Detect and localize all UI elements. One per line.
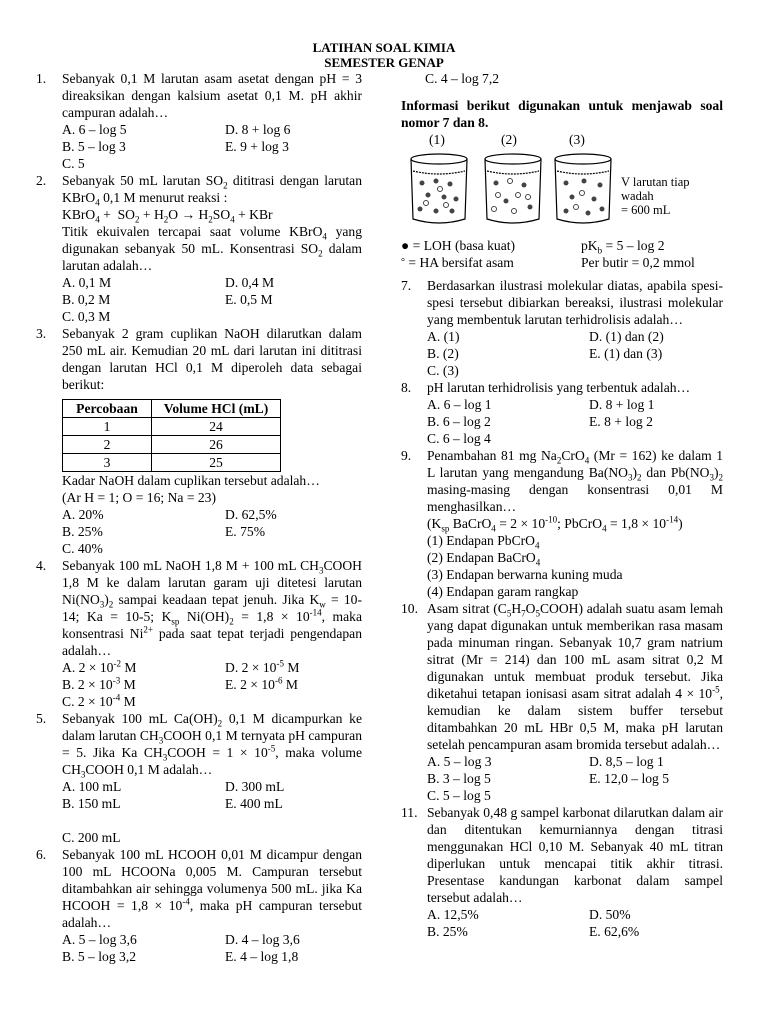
- option-a: A. 5 – log 3: [427, 754, 492, 769]
- option-a: A. 20%: [62, 507, 104, 522]
- option-d: D. 8 + log 1: [589, 397, 655, 412]
- table-cell: 24: [152, 418, 281, 436]
- table-cell: 3: [63, 454, 152, 472]
- question-11: [401, 804, 723, 940]
- option-a: A. 12,5%: [427, 907, 479, 922]
- option-d: D. 8 + log 6: [225, 122, 291, 137]
- option-b: B. 6 – log 2: [427, 414, 491, 429]
- statement-list: [427, 532, 723, 600]
- option-d: D. 4 – log 3,6: [225, 932, 300, 947]
- question-text: Sebanyak 100 mL HCOOH 0,01 M dicampur dengan 100 mL HCOONa 0,005 M. Campuran tersebut ditambahkan air sehingga volumenya 500 mL. jika Ka HCOOH = $1,8 \times 10^{-4}$, maka pH campuran tersebut adalah…: [62, 847, 362, 930]
- option-c: C. $2 \times 10^{-4}$ M: [62, 692, 136, 709]
- table-header: Volume HCl (mL): [152, 400, 281, 418]
- option-d: D. 0,4 M: [225, 275, 275, 290]
- option-c: C. (3): [427, 363, 459, 378]
- option-a: A. 0,1 M: [62, 275, 112, 290]
- ksp-note: ($K_{sp}$ BaCrO$_4$ = $2 \times 10^{-10}$; PbCrO$_4$ = $1,8 \times 10^{-14}$): [427, 514, 683, 534]
- option-d: D. 50%: [589, 907, 631, 922]
- option-a: A. (1): [427, 329, 460, 344]
- option-d: D. (1) dan (2): [589, 329, 664, 344]
- list-item: (4) Endapan garam rangkap: [427, 584, 579, 599]
- option-c: C. 200 mL: [62, 830, 121, 845]
- pkb-value: $pK_b = 5 - \log 2$: [581, 238, 665, 256]
- option-c: C. 4 – log 7,2: [425, 71, 500, 86]
- option-b: B. 0,2 M: [62, 292, 111, 307]
- page-title: LATIHAN SOAL KIMIA: [312, 40, 456, 55]
- question-4: [36, 557, 362, 710]
- option-c: C. 5 – log 5: [427, 788, 491, 803]
- question-text: Sebanyak 0,48 g sampel karbonat dilarutkan dalam air dan ditentukan kemurniannya dengan titrasi menggunakan HCl 0,10 M. Sebanyak 40 mL titran diperlukan untuk mencapai titik akhir titrasi. Presentase kandungan karbonat dalam sampel tersebut adalah…: [427, 805, 723, 905]
- legend-loh: ● = LOH (basa kuat): [401, 238, 516, 253]
- option-c: C. 5: [62, 156, 85, 171]
- filled-dot-icon: ●: [401, 238, 410, 253]
- reaction-equation: KBrO$_4$ + $SO_2 + H_2O \to H_2SO_4$ + KBr: [62, 207, 273, 225]
- question-text: Sebanyak 2 gram cuplikan NaOH dilarutkan dalam 250 mL air. Kemudian 20 mL dari larutan ini dititrasi dengan larutan HCl 0,1 M diperoleh data sebagai berikut:: [62, 326, 362, 392]
- question-number: 4.: [36, 558, 47, 573]
- answer-options: [427, 328, 723, 379]
- legend-ha: ° = HA bersifat asam: [401, 255, 514, 270]
- option-d: D. $2 \times 10^{-5}$ M: [225, 658, 300, 675]
- beaker-label-3: (3): [569, 132, 585, 147]
- question-text: pH larutan terhidrolisis yang terbentuk adalah…: [427, 380, 691, 395]
- legend: [401, 237, 723, 271]
- answer-options: [62, 274, 362, 325]
- list-item: (1) Endapan PbCrO$_4$: [427, 533, 540, 551]
- per-butir: Per butir = 0,2 mmol: [581, 255, 695, 270]
- question-number: 8.: [401, 380, 412, 395]
- question-3: [36, 325, 362, 557]
- question-number: 2.: [36, 173, 47, 188]
- table-cell: 1: [63, 418, 152, 436]
- option-e: E. 4 – log 1,8: [225, 949, 299, 964]
- option-e: E. 9 + log 3: [225, 139, 289, 154]
- table-cell: 2: [63, 436, 152, 454]
- question-number: 10.: [401, 601, 418, 616]
- question-number: 11.: [401, 805, 418, 820]
- beaker-3: [555, 154, 611, 223]
- atomic-mass-note: (Ar H = 1; O = 16; Na = 23): [62, 490, 217, 505]
- option-a: A. 6 – log 1: [427, 397, 492, 412]
- option-e: E. 0,5 M: [225, 292, 273, 307]
- option-a: A. 100 mL: [62, 779, 122, 794]
- answer-options: [62, 506, 362, 557]
- question-text: Asam sitrat $(C_5H_7O_5COOH)$ adalah suatu asam lemah yang dapat digunakan untuk memberikan rasa masam pada minuman ringan. Sebanyak 10,7 gram natrium sitrat (Mr = 214) dan 100 mL asam sitrat 0,2 M digunakan untuk membuat produk tersebut. Jika diketahui tetapan ionisasi asam sitrat adalah $4 \times 10^{-5}$, kemudian ke dalam sistem buffer tersebut ditambahkan 20 mL HBr 0,5 M, maka pH larutan setelah pencampuran asam bromida tersebut adalah…: [427, 601, 723, 752]
- beaker-1-particles: [418, 179, 459, 214]
- question-7: [401, 277, 723, 379]
- beaker-illustration: [401, 131, 723, 231]
- left-column: [36, 70, 362, 965]
- question-1: [36, 70, 362, 172]
- answer-options: [427, 396, 723, 447]
- answer-options: [427, 906, 723, 940]
- table-cell: 26: [152, 436, 281, 454]
- beakers-svg: [406, 151, 616, 231]
- option-d: D. 8,5 – log 1: [589, 754, 664, 769]
- list-item: (2) Endapan BaCrO$_4$: [427, 550, 541, 568]
- question-number: 6.: [36, 847, 47, 862]
- info-heading: Informasi berikut digunakan untuk menjawab soal nomor 7 dan 8.: [401, 98, 723, 130]
- option-b: B. 5 – log 3: [62, 139, 126, 154]
- answer-options: [62, 659, 362, 710]
- question-number: 9.: [401, 448, 412, 463]
- option-b: B. 25%: [427, 924, 468, 939]
- option-e: E. $2 \times 10^{-6}$ M: [225, 675, 298, 692]
- beaker-label-2: (2): [501, 132, 517, 147]
- volume-note: V larutan tiap wadah = 600 mL: [621, 175, 690, 217]
- question-text-cont: Titik ekuivalen tercapai saat volume KBrO$_4$ yang digunakan sebanyak 50 mL. Konsentrasi $SO_2$ dalam larutan adalah…: [62, 224, 363, 273]
- table-row: [63, 454, 281, 472]
- option-b: B. 3 – log 5: [427, 771, 491, 786]
- titration-table: [62, 399, 281, 472]
- question-text: Berdasarkan ilustrasi molekular diatas, apabila spesi-spesi tersebut dibiarkan bereaksi, ilustrasi molekular yang membentuk larutan terhidrolisis adalah…: [427, 278, 723, 327]
- question-6: [36, 846, 362, 965]
- question-8: [401, 379, 723, 447]
- option-e: E. 8 + log 2: [589, 414, 653, 429]
- table-row: [63, 436, 281, 454]
- option-e: E. (1) dan (3): [589, 346, 663, 361]
- question-text: Sebanyak 0,1 M larutan asam asetat dengan pH = 3 direaksikan dengan kalsium asetat 0,1 M. pH akhir campuran adalah…: [62, 71, 362, 120]
- option-c: C. 6 – log 4: [427, 431, 491, 446]
- question-2: [36, 172, 362, 325]
- question-10: [401, 600, 723, 804]
- option-d: D. 300 mL: [225, 779, 285, 794]
- answer-options: [62, 121, 362, 172]
- option-c: C. 40%: [62, 541, 103, 556]
- right-column: [401, 70, 723, 940]
- answer-options: [62, 778, 362, 812]
- option-a: A. $2 \times 10^{-2}$ M: [62, 658, 137, 675]
- question-text: Penambahan 81 mg $Na_2CrO_4$ (Mr = 162) ke dalam 1 L larutan yang mengandung $Ba(NO_3)_2$ dan $Pb(NO_3)_2$ masing-masing dengan konsentrasi 0,01 M menghasilkan…: [427, 448, 723, 514]
- beaker-3-particles: [564, 179, 605, 216]
- option-b: B. 5 – log 3,2: [62, 949, 137, 964]
- question-text: Sebanyak 50 mL larutan $SO_2$ dititrasi dengan larutan KBrO$_4$ 0,1 M menurut reaksi :: [62, 173, 362, 208]
- option-a: A. 6 – log 5: [62, 122, 127, 137]
- question-text: Sebanyak 100 mL NaOH 1,8 M + 100 mL $CH_3COOH$ 1,8 M ke dalam larutan garam uji ditetesi larutan $Ni(NO_3)_2$ sampai keadaan tepat jenuh. Jika $K_w = 10-14$; Ka = 10-5; $K_{sp}$ $Ni(OH)_2 = 1,8 \times 10^{-14}$, maka konsentrasi $Ni^{2+}$ pada saat tepat terjadi pengendapan adalah…: [62, 558, 362, 658]
- option-e: E. 400 mL: [225, 796, 283, 811]
- question-text: Sebanyak 100 mL $Ca(OH)_2$ 0,1 M dicampurkan ke dalam larutan $CH_3COOH$ 0,1 M ternyata pH campuran = 5. Jika Ka $CH_3COOH = 1 \times 10^{-5}$, maka volume $CH_3COOH$ 0,1 M adalah…: [62, 711, 362, 780]
- option-e: E. 75%: [225, 524, 266, 539]
- option-e: E. 12,0 – log 5: [589, 771, 670, 786]
- option-d: D. 62,5%: [225, 507, 277, 522]
- question-number: 1.: [36, 71, 47, 86]
- list-item: (3) Endapan berwarna kuning muda: [427, 567, 623, 582]
- option-b: B. 150 mL: [62, 796, 121, 811]
- question-number: 3.: [36, 326, 47, 341]
- option-e: E. 62,6%: [589, 924, 640, 939]
- question-number: 5.: [36, 711, 47, 726]
- option-b: B. 25%: [62, 524, 103, 539]
- question-5: [36, 710, 362, 846]
- answer-options: [427, 753, 723, 804]
- table-cell: 25: [152, 454, 281, 472]
- open-dot-icon: °: [401, 257, 405, 268]
- beaker-3-particles-open: [574, 191, 585, 210]
- page-subtitle: SEMESTER GENAP: [324, 55, 444, 70]
- table-header: Percobaan: [63, 400, 152, 418]
- option-b: B. $2 \times 10^{-3}$ M: [62, 675, 136, 692]
- option-c: C. 0,3 M: [62, 309, 111, 324]
- question-9: [401, 447, 723, 600]
- option-b: B. (2): [427, 346, 459, 361]
- question-text-cont: Kadar NaOH dalam cuplikan tersebut adalah…: [62, 473, 320, 488]
- answer-options: [62, 931, 362, 965]
- question-number: 7.: [401, 278, 412, 293]
- beaker-label-1: (1): [429, 132, 445, 147]
- table-row: [63, 418, 281, 436]
- option-a: A. 5 – log 3,6: [62, 932, 137, 947]
